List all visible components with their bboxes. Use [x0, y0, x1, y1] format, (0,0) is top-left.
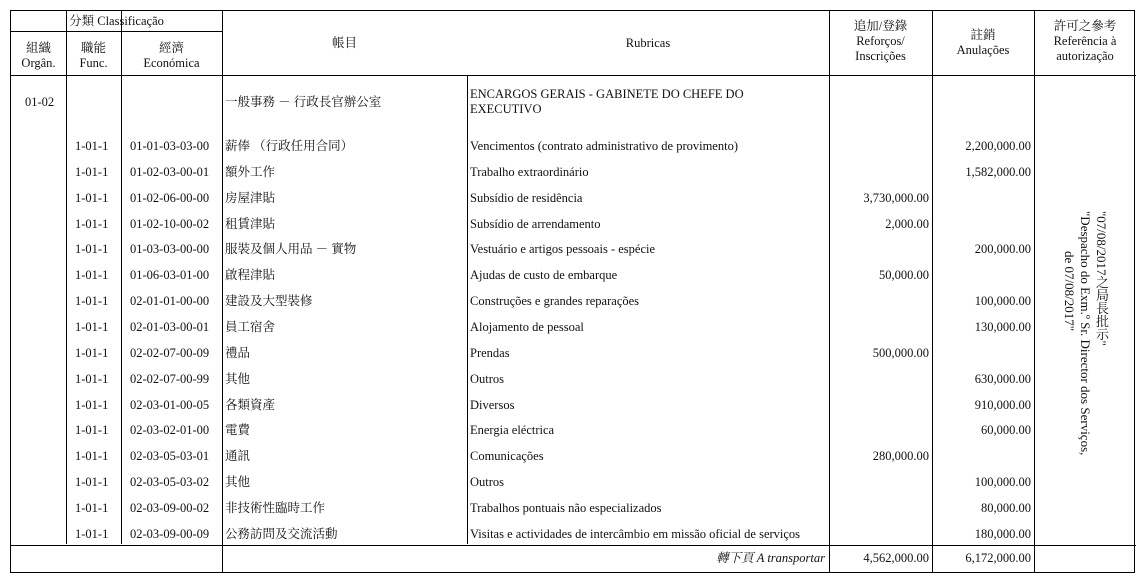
- row-rubric-pt: Energia eléctrica: [470, 423, 555, 437]
- row-func: 1-01-1: [75, 398, 109, 412]
- row-rubric-zh: 啟程津貼: [225, 268, 276, 282]
- row-rubric-zh: 非技術性臨時工作: [225, 501, 326, 515]
- row-rubric-pt: Construções e grandes reparações: [470, 294, 640, 308]
- row-rubric-zh: 其他: [225, 475, 251, 489]
- row-econ: 01-02-03-00-01: [130, 165, 210, 179]
- col-line: [121, 11, 122, 544]
- row-reforco: 280,000.00: [872, 449, 929, 463]
- header-organ: 組織 Orgân.: [21, 41, 56, 70]
- row-anulacao: 100,000.00: [974, 294, 1031, 308]
- row-func: 1-01-1: [75, 475, 109, 489]
- row-rubric-zh: 公務訪問及交流活動: [225, 527, 338, 541]
- row-rubric-pt: Comunicações: [470, 449, 544, 463]
- header-econ: 經濟 Económica: [143, 41, 200, 70]
- row-reforco: 500,000.00: [872, 346, 929, 360]
- row-anulacao: 180,000.00: [974, 527, 1031, 541]
- row-econ: 01-02-10-00-02: [130, 217, 210, 231]
- row-func: 1-01-1: [75, 423, 109, 437]
- budget-table: [10, 10, 1135, 573]
- row-func: 1-01-1: [75, 501, 109, 515]
- row-econ: 02-03-09-00-09: [130, 527, 210, 541]
- row-rubric-zh: 額外工作: [225, 165, 276, 179]
- row-anulacao: 2,200,000.00: [965, 139, 1031, 153]
- header-reinforce: 追加/登錄 Reforços/ Inscrições: [853, 19, 908, 63]
- col-line: [829, 11, 830, 572]
- row-func: 1-01-1: [75, 268, 109, 282]
- col-line: [467, 75, 468, 544]
- row-econ: 02-03-09-00-02: [130, 501, 210, 515]
- row-econ: 01-01-03-03-00: [130, 139, 210, 153]
- section-title-zh: 一般事務 － 行政長官辦公室: [225, 95, 382, 109]
- row-rubric-pt: Ajudas de custo de embarque: [470, 268, 618, 282]
- row-func: 1-01-1: [75, 372, 109, 386]
- row-func: 1-01-1: [75, 217, 109, 231]
- row-rubric-zh: 其他: [225, 372, 251, 386]
- row-anulacao: 200,000.00: [974, 242, 1031, 256]
- row-anulacao: 60,000.00: [981, 423, 1031, 437]
- row-reforco: 3,730,000.00: [863, 191, 929, 205]
- row-rubric-zh: 房屋津貼: [225, 191, 276, 205]
- row-rubric-pt: Outros: [470, 475, 505, 489]
- row-econ: 02-03-05-03-02: [130, 475, 210, 489]
- row-func: 1-01-1: [75, 294, 109, 308]
- row-rubric-pt: Subsídio de arrendamento: [470, 217, 601, 231]
- row-func: 1-01-1: [75, 165, 109, 179]
- row-func: 1-01-1: [75, 139, 109, 153]
- row-econ: 02-03-01-00-05: [130, 398, 210, 412]
- row-anulacao: 100,000.00: [974, 475, 1031, 489]
- row-func: 1-01-1: [75, 527, 109, 541]
- row-econ: 02-02-07-00-99: [130, 372, 210, 386]
- row-rubric-pt: Outros: [470, 372, 505, 386]
- header-func: 職能 Func.: [79, 41, 108, 70]
- row-func: 1-01-1: [75, 242, 109, 256]
- row-line: [11, 31, 222, 32]
- row-rubric-pt: Visitas e actividades de intercâmbio em missão oficial de serviços: [470, 527, 801, 541]
- row-anulacao: 1,582,000.00: [965, 165, 1031, 179]
- header-rubric-pt: Rubricas: [625, 36, 671, 50]
- row-rubric-zh: 員工宿舍: [225, 320, 276, 334]
- row-rubric-zh: 服裝及個人用品 － 實物: [225, 242, 357, 256]
- header-classification: 分類 Classificação: [69, 14, 164, 28]
- row-anulacao: 80,000.00: [981, 501, 1031, 515]
- row-rubric-zh: 薪俸 （行政任用合同）: [225, 139, 354, 153]
- row-reforco: 2,000.00: [885, 217, 929, 231]
- row-econ: 01-02-06-00-00: [130, 191, 210, 205]
- row-func: 1-01-1: [75, 346, 109, 360]
- row-econ: 02-01-03-00-01: [130, 320, 210, 334]
- row-rubric-zh: 電費: [225, 423, 251, 437]
- row-func: 1-01-1: [75, 449, 109, 463]
- row-rubric-zh: 通訊: [225, 449, 251, 463]
- row-rubric-pt: Vencimentos (contrato administrativo de provimento): [470, 139, 738, 153]
- col-line: [222, 11, 223, 572]
- col-line: [1034, 11, 1035, 572]
- row-anulacao: 630,000.00: [974, 372, 1031, 386]
- anulacao-total: 6,172,000.00: [965, 551, 1031, 565]
- row-econ: 02-01-01-00-00: [130, 294, 210, 308]
- row-line: [11, 75, 1136, 76]
- row-rubric-zh: 各類資產: [225, 398, 276, 412]
- row-rubric-zh: 建設及大型裝修: [225, 294, 313, 308]
- row-rubric-pt: Alojamento de pessoal: [470, 320, 584, 334]
- header-ref: 許可之參考 Referência à autorização: [1053, 19, 1117, 63]
- row-rubric-pt: Vestuário e artigos pessoais - espécie: [470, 242, 656, 256]
- header-cancel: 註銷 Anulações: [956, 28, 1010, 57]
- row-rubric-pt: Trabalhos pontuais não especializados: [470, 501, 662, 515]
- col-line: [66, 11, 67, 544]
- row-econ: 01-06-03-01-00: [130, 268, 210, 282]
- authorization-note: "07/08/2017之局長批示" "Despacho do Exm.º Sr. Director dos Serviços, de 07/08/2017": [1062, 211, 1109, 456]
- row-func: 1-01-1: [75, 191, 109, 205]
- reforco-total: 4,562,000.00: [863, 551, 929, 565]
- row-rubric-pt: Trabalho extraordinário: [470, 165, 589, 179]
- row-reforco: 50,000.00: [879, 268, 929, 282]
- row-line: [11, 545, 1136, 546]
- row-rubric-pt: Prendas: [470, 346, 510, 360]
- section-organ: 01-02: [25, 95, 55, 109]
- section-title-pt: ENCARGOS GERAIS - GABINETE DO CHEFE DO EXECUTIVO: [470, 87, 744, 116]
- row-econ: 02-02-07-00-09: [130, 346, 210, 360]
- transport-label: 轉下頁 A transportar: [716, 551, 825, 565]
- row-econ: 02-03-05-03-01: [130, 449, 210, 463]
- row-func: 1-01-1: [75, 320, 109, 334]
- header-rubric-zh: 帳目: [331, 36, 357, 50]
- row-rubric-zh: 租賃津貼: [225, 217, 276, 231]
- row-rubric-zh: 禮品: [225, 346, 251, 360]
- row-anulacao: 130,000.00: [974, 320, 1031, 334]
- row-anulacao: 910,000.00: [974, 398, 1031, 412]
- row-rubric-pt: Diversos: [470, 398, 515, 412]
- row-rubric-pt: Subsídio de residência: [470, 191, 583, 205]
- row-econ: 02-03-02-01-00: [130, 423, 210, 437]
- row-econ: 01-03-03-00-00: [130, 242, 210, 256]
